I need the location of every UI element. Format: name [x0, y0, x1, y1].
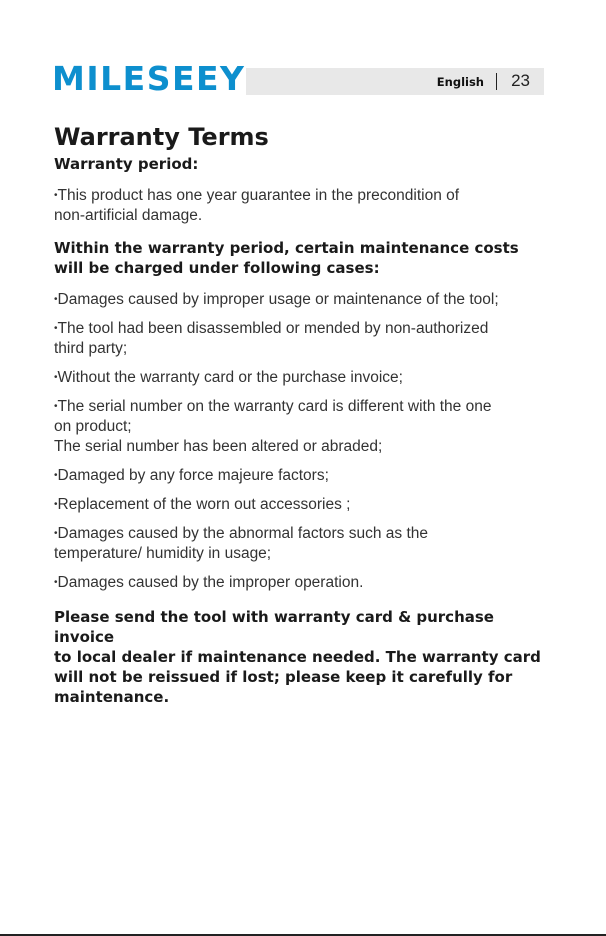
list-item: •Replacement of the worn out accessories ; — [54, 496, 351, 513]
list-item: •Damages caused by improper usage or maintenance of the tool; — [54, 291, 499, 308]
page-title: Warranty Terms — [54, 123, 269, 151]
warranty-period-text: •This product has one year guarantee in the precondition of non-artificial damage. — [54, 187, 460, 224]
list-item: •Without the warranty card or the purchase invoice; — [54, 369, 403, 386]
header-bar — [246, 68, 544, 95]
maintenance-notice: Please send the tool with warranty card & purchase invoice to local dealer if maintenance needed. The warranty card will not be reissued if lost; please keep it carefully for maintenance. — [54, 608, 541, 706]
list-item: •Damages caused by the improper operation. — [54, 574, 364, 591]
list-item: The serial number has been altered or abraded; — [54, 438, 383, 455]
warranty-period-heading: Warranty period: — [54, 155, 199, 173]
list-item: •The tool had been disassembled or mended by non-authorized third party; — [54, 320, 489, 357]
cases-heading: Within the warranty period, certain maintenance costs will be charged under following cases: — [54, 239, 519, 277]
page-number: 23 — [511, 71, 530, 90]
header-divider — [496, 73, 497, 90]
language-label: English — [436, 75, 484, 89]
warranty-content — [54, 122, 544, 707]
list-item: •The serial number on the warranty card is different with the one on product; — [54, 398, 492, 435]
list-item: •Damaged by any force majeure factors; — [54, 467, 329, 484]
list-item: •Damages caused by the abnormal factors such as the temperature/ humidity in usage; — [54, 525, 428, 562]
brand-logo: MILESEEY — [52, 59, 246, 98]
